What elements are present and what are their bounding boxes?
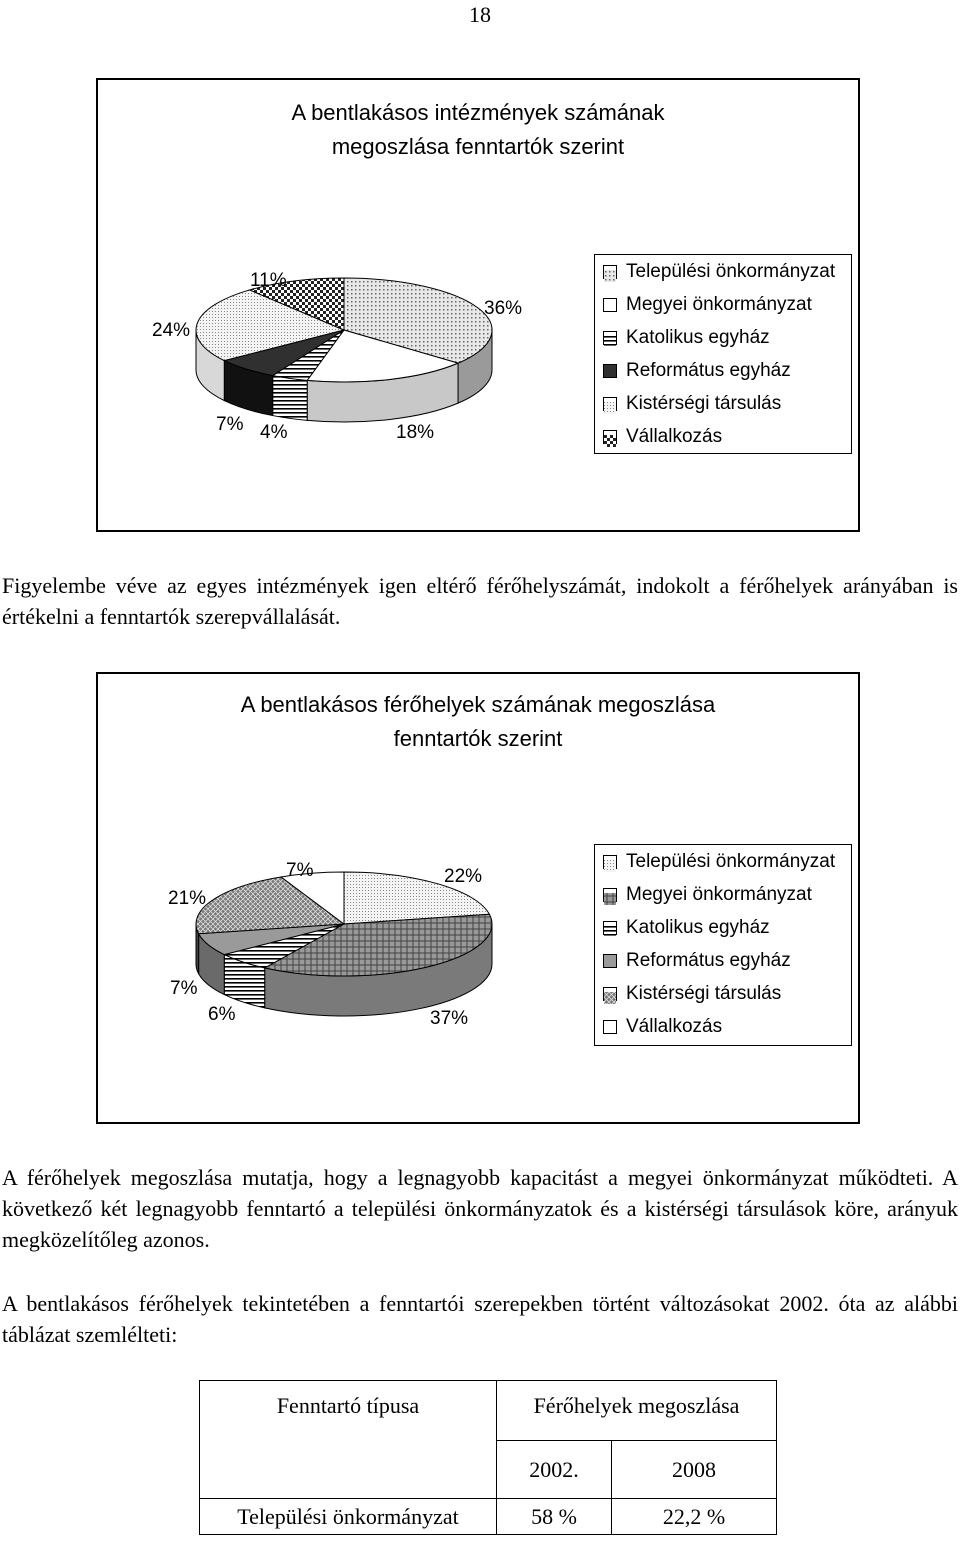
legend-swatch [603,855,617,869]
legend-item [603,360,791,382]
legend-swatch [603,430,617,444]
pie-slice-side [273,376,307,421]
legend-swatch [603,298,617,312]
legend-item [603,917,770,939]
legend-label: Kistérségi társulás [626,393,782,414]
paragraph-1: Figyelembe véve az egyes intézmények igen eltérő férőhelyszámát, indokolt a férőhelyek arányában is értékelni a fenntartók szerepvállalását. [2,573,958,629]
table-header-year: 2008 [612,1441,777,1499]
data-label: 36% [484,298,523,319]
chart-legend [594,844,852,1046]
legend-item [603,884,812,906]
legend-swatch [603,265,617,279]
legend-item [603,393,781,415]
legend-label: Katolikus egyház [626,327,770,348]
table-header-distribution: Férőhelyek megoszlása [497,1381,777,1441]
legend-swatch [603,888,617,902]
legend-item [603,261,835,283]
legend-item [603,950,791,972]
data-label: 18% [396,422,435,443]
chart-title-line2: fenntartók szerint [393,726,563,751]
legend-item [603,851,835,873]
legend-swatch [603,331,617,345]
data-label: 6% [208,1004,236,1025]
legend-item [603,327,770,349]
data-label: 11% [250,270,287,291]
legend-swatch [603,397,617,411]
legend-label: Katolikus egyház [626,917,770,938]
legend-swatch [603,921,617,935]
legend-item [603,426,722,448]
legend-label: Vállalkozás [626,1016,723,1037]
data-label: 7% [286,860,314,881]
legend-item [603,1016,722,1038]
data-label: 37% [430,1008,469,1029]
table-header-type: Fenntartó típusa [200,1381,497,1499]
data-table [199,1380,777,1535]
table-cell-name: Települési önkormányzat [200,1499,497,1535]
table-cell-value: 58 % [497,1499,612,1535]
chart-legend [594,254,852,454]
legend-label: Református egyház [626,360,791,381]
legend-swatch [603,987,617,1001]
chart-title-line1: A bentlakásos intézmények számának [291,100,665,125]
data-label: 7% [216,414,244,435]
legend-label: Kistérségi társulás [626,983,782,1004]
data-label: 7% [170,978,198,999]
data-label: 22% [444,866,483,887]
table-header-year: 2002. [497,1441,612,1499]
data-label: 4% [260,422,288,443]
legend-label: Települési önkormányzat [626,851,836,872]
paragraph-3: A bentlakásos férőhelyek tekintetében a fenntartói szerepekben történt változásokat 2002. óta az alábbi táblázat szemlélteti: [2,1291,958,1347]
legend-label: Megyei önkormányzat [626,294,812,315]
page-number: 18 [469,2,491,27]
chart-institutions [96,78,860,532]
paragraph-2: A férőhelyek megoszlása mutatja, hogy a legnagyobb kapacitást a megyei önkormányzat működteti. A következő két legnagyobb fenntartó a települési önkormányzatok és a kistérségi társulások köre, arányuk megközelítőleg azonos. [2,1165,958,1252]
legend-item [603,294,812,316]
legend-swatch [603,1020,617,1034]
legend-swatch [603,954,617,968]
legend-swatch [603,364,617,378]
legend-label: Vállalkozás [626,426,723,447]
legend-label: Református egyház [626,950,791,971]
table-row [200,1499,777,1535]
chart-places [96,672,860,1124]
table-cell-value: 22,2 % [612,1499,777,1535]
legend-label: Települési önkormányzat [626,261,836,282]
chart-title-line1: A bentlakásos férőhelyek számának megoszlása [240,692,716,717]
data-label: 21% [168,888,207,909]
legend-item [603,983,781,1005]
legend-label: Megyei önkormányzat [626,884,812,905]
chart-title-line2: megoszlása fenntartók szerint [331,134,625,159]
data-label: 24% [152,320,191,341]
